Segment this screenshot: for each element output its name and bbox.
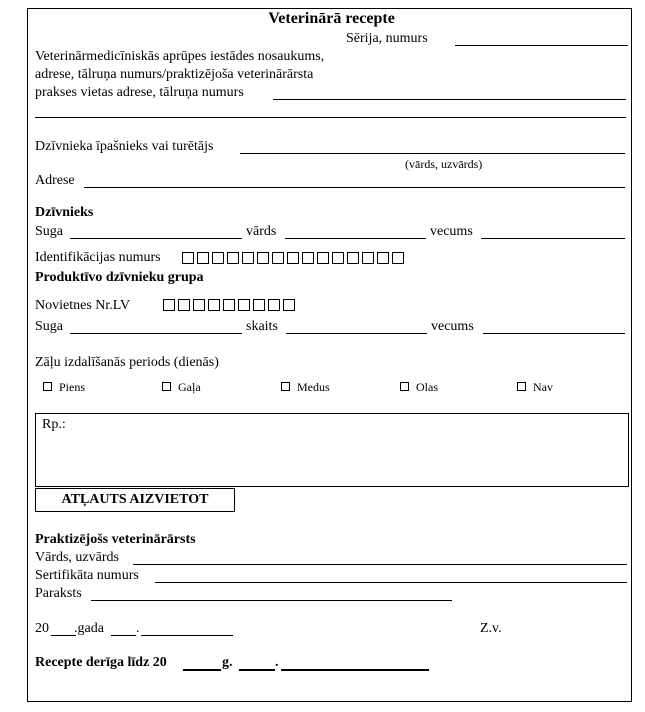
holding-number-label: Novietnes Nr.LV xyxy=(35,298,131,313)
substitution-label: ATĻAUTS AIZVIETOT xyxy=(61,492,209,507)
valid-until-prefix: Recepte derīga līdz 20 xyxy=(35,655,167,670)
holding-number-boxes[interactable] xyxy=(163,299,295,311)
animal-id-box[interactable] xyxy=(302,252,314,264)
withdrawal-option-honey[interactable] xyxy=(281,379,330,395)
holding-number-box[interactable] xyxy=(193,299,205,311)
clinic-label-line-3: prakses vietas adrese, tālruņa numurs xyxy=(35,85,244,100)
vet-signature-label: Paraksts xyxy=(35,586,82,601)
holding-number-box[interactable] xyxy=(223,299,235,311)
withdrawal-option-none[interactable] xyxy=(517,379,553,395)
animal-id-box[interactable] xyxy=(212,252,224,264)
honey-label: Medus xyxy=(297,380,330,394)
animal-id-label: Identifikācijas numurs xyxy=(35,250,161,265)
vet-cert-field[interactable] xyxy=(155,582,627,583)
animal-id-box[interactable] xyxy=(377,252,389,264)
animal-id-box[interactable] xyxy=(332,252,344,264)
animal-id-boxes[interactable] xyxy=(182,252,404,264)
milk-checkbox[interactable] xyxy=(43,382,52,391)
animal-id-box[interactable] xyxy=(347,252,359,264)
valid-until-g: g. xyxy=(222,655,233,670)
form-title: Veterinārā recepte xyxy=(268,10,395,27)
holding-number-box[interactable] xyxy=(208,299,220,311)
clinic-info-field-2[interactable] xyxy=(35,117,626,118)
honey-checkbox[interactable] xyxy=(281,382,290,391)
owner-address-field[interactable] xyxy=(84,187,625,188)
none-checkbox[interactable] xyxy=(517,382,526,391)
date-year-suffix: .gada xyxy=(74,621,104,636)
withdrawal-option-eggs[interactable] xyxy=(400,379,438,395)
clinic-label-line-1: Veterinārmedicīniskās aprūpes iestādes nosaukums, xyxy=(35,49,325,64)
holding-number-box[interactable] xyxy=(238,299,250,311)
holding-number-box[interactable] xyxy=(178,299,190,311)
vet-name-field[interactable] xyxy=(133,564,627,565)
date-dot: . xyxy=(136,621,140,636)
animal-name-field[interactable] xyxy=(285,238,426,239)
animal-id-box[interactable] xyxy=(362,252,374,264)
owner-address-label: Adrese xyxy=(35,173,75,188)
animal-species-label: Suga xyxy=(35,224,63,239)
animal-age-field[interactable] xyxy=(481,238,625,239)
vet-signature-field[interactable] xyxy=(91,600,452,601)
clinic-info-field-1[interactable] xyxy=(273,99,626,100)
animal-id-box[interactable] xyxy=(287,252,299,264)
date-year-prefix: 20 xyxy=(35,621,49,636)
holding-number-box[interactable] xyxy=(163,299,175,311)
productive-count-label: skaits xyxy=(246,319,278,334)
meat-checkbox[interactable] xyxy=(162,382,171,391)
productive-species-field[interactable] xyxy=(70,333,242,334)
date-month-field[interactable] xyxy=(141,635,233,636)
valid-until-year-field[interactable] xyxy=(183,669,221,671)
prescription-box[interactable] xyxy=(35,413,629,487)
holding-number-box[interactable] xyxy=(253,299,265,311)
animal-id-box[interactable] xyxy=(197,252,209,264)
series-number-field[interactable] xyxy=(455,45,628,46)
animal-name-label: vārds xyxy=(246,224,277,239)
animal-heading: Dzīvnieks xyxy=(35,205,94,220)
vet-name-label: Vārds, uzvārds xyxy=(35,550,119,565)
valid-until-dot: . xyxy=(275,655,279,670)
series-number-label: Sērija, numurs xyxy=(346,31,428,46)
animal-id-box[interactable] xyxy=(392,252,404,264)
none-label: Nav xyxy=(533,380,553,394)
eggs-label: Olas xyxy=(416,380,438,394)
withdrawal-option-milk[interactable] xyxy=(43,379,85,395)
date-day-field[interactable] xyxy=(111,635,136,636)
animal-age-label: vecums xyxy=(430,224,473,239)
productive-count-field[interactable] xyxy=(286,333,427,334)
animal-id-box[interactable] xyxy=(227,252,239,264)
withdrawal-option-meat[interactable] xyxy=(162,379,201,395)
valid-until-day-field[interactable] xyxy=(239,669,275,671)
animal-id-box[interactable] xyxy=(182,252,194,264)
holding-number-box[interactable] xyxy=(268,299,280,311)
animal-id-box[interactable] xyxy=(317,252,329,264)
animal-id-box[interactable] xyxy=(272,252,284,264)
owner-label: Dzīvnieka īpašnieks vai turētājs xyxy=(35,139,214,154)
milk-label: Piens xyxy=(59,380,86,394)
productive-species-label: Suga xyxy=(35,319,63,334)
meat-label: Gaļa xyxy=(178,380,201,394)
productive-heading: Produktīvo dzīvnieku grupa xyxy=(35,270,204,285)
date-year-field[interactable] xyxy=(51,635,76,636)
animal-id-box[interactable] xyxy=(257,252,269,264)
animal-species-field[interactable] xyxy=(70,238,242,239)
withdrawal-label: Zāļu izdalīšanās periods (dienās) xyxy=(35,355,219,370)
valid-until-month-field[interactable] xyxy=(281,669,429,671)
animal-id-box[interactable] xyxy=(242,252,254,264)
holding-number-box[interactable] xyxy=(283,299,295,311)
owner-name-hint: (vārds, uzvārds) xyxy=(405,157,483,171)
clinic-label-line-2: adrese, tālruņa numurs/praktizējoša veterinārārsta xyxy=(35,67,314,82)
prescription-label: Rp.: xyxy=(42,417,66,432)
stamp-label: Z.v. xyxy=(480,621,502,636)
eggs-checkbox[interactable] xyxy=(400,382,409,391)
owner-name-field[interactable] xyxy=(240,153,625,154)
vet-cert-label: Sertifikāta numurs xyxy=(35,568,139,583)
vet-heading: Praktizējošs veterinārārsts xyxy=(35,532,196,547)
productive-age-label: vecums xyxy=(431,319,474,334)
productive-age-field[interactable] xyxy=(483,333,625,334)
